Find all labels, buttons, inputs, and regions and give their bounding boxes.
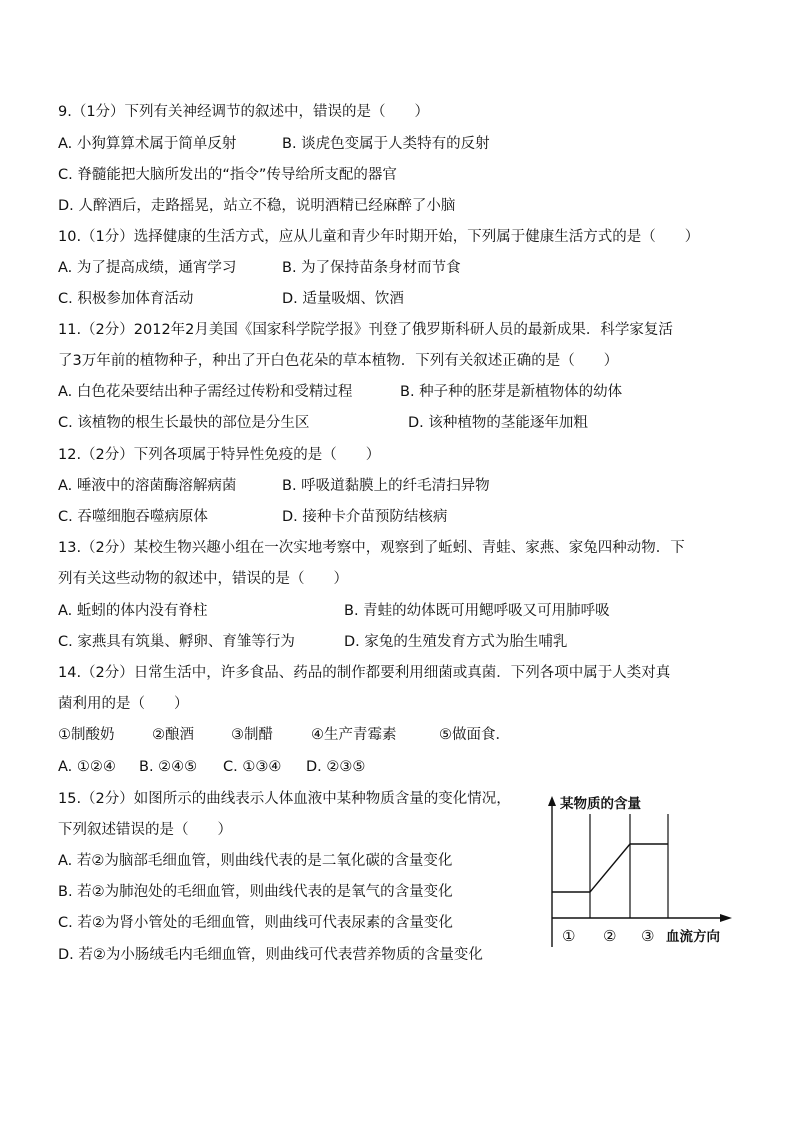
- q15-option-d: D. 若②为小肠绒毛内毛细血管，则曲线可代表营养物质的含量变化: [58, 947, 483, 963]
- question-11-stem-line-2: 了3万年前的植物种子，种出了开白色花朵的草本植物．下列有关叙述正确的是（ ）: [58, 353, 619, 369]
- q9-option-d: D. 人醉酒后，走路摇晃，站立不稳，说明酒精已经麻醉了小脑: [58, 198, 456, 214]
- q12-option-d: D. 接种卡介苗预防结核病: [282, 509, 448, 525]
- q14-item-3: ③制醋: [231, 727, 273, 743]
- segment-label-3: ③: [641, 927, 655, 945]
- q11-option-c: C. 该植物的根生长最快的部位是分生区: [58, 415, 310, 431]
- segment-label-1: ①: [562, 927, 576, 945]
- q10-option-c: C. 积极参加体育活动: [58, 291, 194, 307]
- y-axis-label: 某物质的含量: [560, 796, 641, 812]
- q14-item-2: ②酿酒: [152, 727, 194, 743]
- q10-option-a: A. 为了提高成绩，通宵学习: [58, 260, 237, 276]
- q14-item-5: ⑤做面食．: [439, 727, 510, 743]
- q14-option-a: A. ①②④: [58, 759, 116, 775]
- q13-option-a: A. 蚯蚓的体内没有脊柱: [58, 603, 208, 619]
- q13-option-b: B. 青蛙的幼体既可用鳃呼吸又可用肺呼吸: [344, 603, 610, 619]
- q12-option-a: A. 唾液中的溶菌酶溶解病菌: [58, 478, 237, 494]
- x-axis-arrow: [720, 914, 732, 922]
- segment-label-2: ②: [603, 927, 617, 945]
- q14-item-1: ①制酸奶: [58, 727, 115, 743]
- q15-option-b: B. 若②为肺泡处的毛细血管，则曲线代表的是氧气的含量变化: [58, 884, 453, 900]
- substance-curve: [552, 844, 668, 892]
- x-axis-label: 血流方向: [666, 929, 720, 945]
- q13-option-c: C. 家燕具有筑巢、孵卵、育雏等行为: [58, 634, 295, 650]
- question-15-stem-line-2: 下列叙述错误的是（ ）: [58, 822, 232, 838]
- q12-option-c: C. 吞噬细胞吞噬病原体: [58, 509, 208, 525]
- question-12-stem: 12.（2分）下列各项属于特异性免疫的是（ ）: [58, 447, 381, 463]
- q14-option-d: D. ②③⑤: [306, 759, 366, 775]
- blood-substance-curve-figure: [546, 792, 736, 952]
- q10-option-b: B. 为了保持苗条身材而节食: [282, 260, 461, 276]
- question-15-stem-line-1: 15.（2分）如图所示的曲线表示人体血液中某种物质含量的变化情况，: [58, 791, 511, 807]
- question-14-stem-line-1: 14.（2分）日常生活中，许多食品、药品的制作都要利用细菌或真菌．下列各项中属于人类对真: [58, 665, 671, 681]
- q12-option-b: B. 呼吸道黏膜上的纤毛清扫异物: [282, 478, 490, 494]
- q9-option-a: A. 小狗算算术属于简单反射: [58, 136, 237, 152]
- q14-option-c: C. ①③④: [223, 759, 282, 775]
- q11-option-b: B. 种子种的胚芽是新植物体的幼体: [400, 384, 623, 400]
- question-14-stem-line-2: 菌利用的是（ ）: [58, 696, 189, 712]
- q11-option-d: D. 该种植物的茎能逐年加粗: [408, 415, 588, 431]
- q13-option-d: D. 家兔的生殖发育方式为胎生哺乳: [344, 634, 568, 650]
- q14-item-4: ④生产青霉素: [311, 727, 397, 743]
- q9-option-b: B. 谈虎色变属于人类特有的反射: [282, 136, 490, 152]
- question-13-stem-line-2: 列有关这些动物的叙述中，错误的是（ ）: [58, 571, 348, 587]
- y-axis-arrow: [548, 796, 556, 806]
- question-9-stem: 9.（1分）下列有关神经调节的叙述中，错误的是（ ）: [58, 104, 430, 120]
- q15-option-a: A. 若②为脑部毛细血管，则曲线代表的是二氧化碳的含量变化: [58, 853, 453, 869]
- q11-option-a: A. 白色花朵要结出种子需经过传粉和受精过程: [58, 384, 353, 400]
- q14-option-b: B. ②④⑤: [139, 759, 198, 775]
- q10-option-d: D. 适量吸烟、饮酒: [282, 291, 404, 307]
- question-11-stem-line-1: 11.（2分）2012年2月美国《国家科学院学报》刊登了俄罗斯科研人员的最新成果．科学家复活: [58, 322, 673, 338]
- question-10-stem: 10.（1分）选择健康的生活方式，应从儿童和青少年时期开始，下列属于健康生活方式的是（ ）: [58, 229, 700, 245]
- q15-option-c: C. 若②为肾小管处的毛细血管，则曲线可代表尿素的含量变化: [58, 915, 453, 931]
- q9-option-c: C. 脊髓能把大脑所发出的“指令”传导给所支配的器官: [58, 167, 397, 183]
- question-13-stem-line-1: 13.（2分）某校生物兴趣小组在一次实地考察中，观察到了蚯蚓、青蛙、家燕、家兔四种动物．下: [58, 540, 685, 556]
